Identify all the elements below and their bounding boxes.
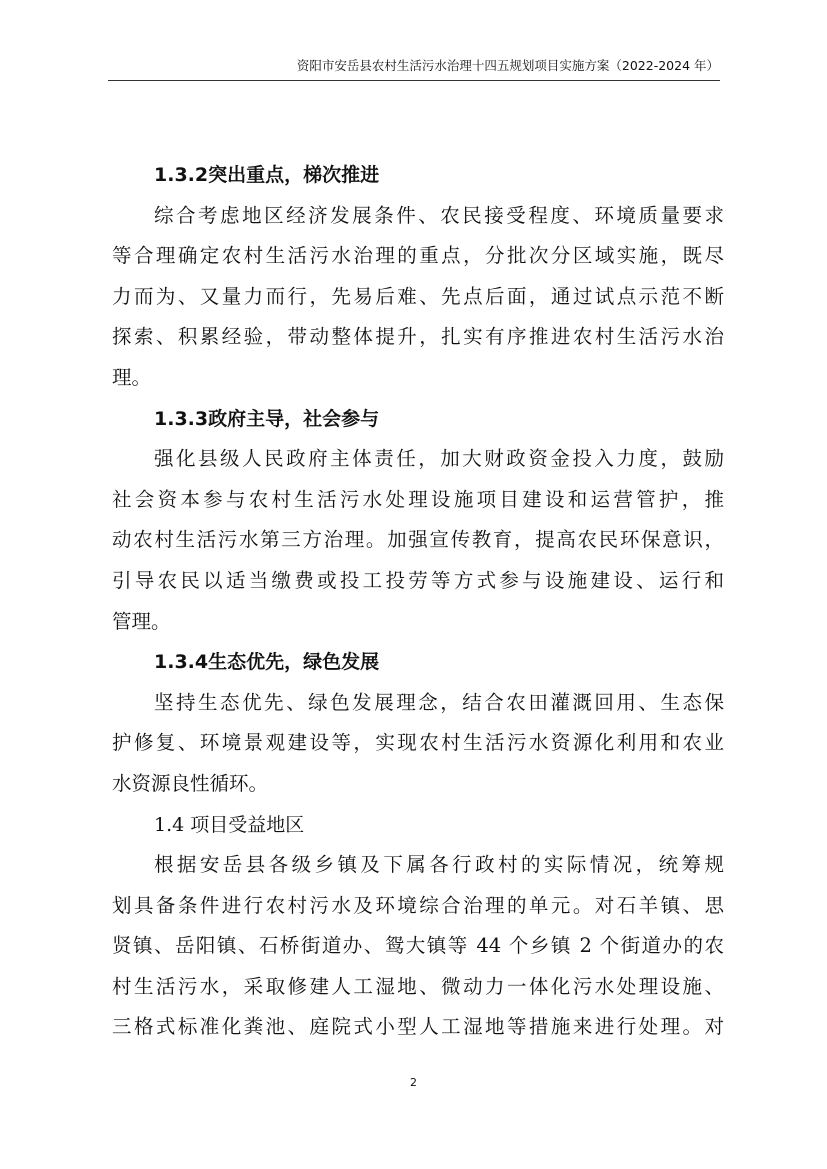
header-rule	[108, 80, 720, 81]
paragraph-line: 根据安岳县各级乡镇及下属各行政村的实际情况，统筹规	[154, 853, 724, 877]
paragraph-line: 护修复、环境景观建设等，实现农村生活污水资源化利用和农业	[112, 731, 724, 755]
section-heading-1-3-2: 1.3.2突出重点，梯次推进	[154, 164, 380, 186]
paragraph-line: 管理。	[112, 609, 171, 633]
paragraph-line: 划具备条件进行农村污水及环境综合治理的单元。对石羊镇、思	[112, 893, 724, 917]
section-heading-1-3-4: 1.3.4生态优先，绿色发展	[154, 651, 380, 674]
paragraph-line: 贤镇、岳阳镇、石桥街道办、鸳大镇等 44 个乡镇 2 个街道办的农	[112, 934, 724, 958]
paragraph-line: 理。	[112, 365, 152, 389]
paragraph-line: 社会资本参与农村生活污水处理设施项目建设和运营管护，推	[112, 487, 724, 511]
paragraph-line: 探索、积累经验，带动整体提升，扎实有序推进农村生活污水治	[112, 325, 724, 349]
paragraph-line: 综合考虑地区经济发展条件、农民接受程度、环境质量要求	[154, 203, 724, 227]
paragraph-line: 等合理确定农村生活污水治理的重点，分批次分区域实施，既尽	[112, 244, 724, 268]
paragraph-line: 引导农民以适当缴费或投工投劳等方式参与设施建设、运行和	[112, 568, 724, 592]
paragraph-line: 力而为、又量力而行，先易后难、先点后面，通过试点示范不断	[112, 284, 724, 308]
page-number: 2	[410, 1076, 417, 1089]
running-header: 资阳市安岳县农村生活污水治理十四五规划项目实施方案（2022-2024 年）	[296, 58, 719, 73]
paragraph-line: 坚持生态优先、绿色发展理念，结合农田灌溉回用、生态保	[154, 690, 724, 714]
paragraph-line: 动农村生活污水第三方治理。加强宣传教育，提高农民环保意识，	[112, 528, 724, 552]
section-heading-1-3-3: 1.3.3政府主导，社会参与	[154, 407, 380, 430]
paragraph-line: 强化县级人民政府主体责任，加大财政资金投入力度，鼓励	[154, 447, 724, 471]
document-body	[112, 155, 724, 1048]
paragraph-line: 三格式标准化粪池、庭院式小型人工湿地等措施来进行处理。对	[112, 1015, 724, 1039]
paragraph-line: 村生活污水，采取修建人工湿地、微动力一体化污水处理设施、	[112, 974, 724, 998]
paragraph-line: 水资源良性循环。	[112, 771, 269, 795]
section-heading-1-4: 1.4 项目受益地区	[154, 813, 305, 836]
